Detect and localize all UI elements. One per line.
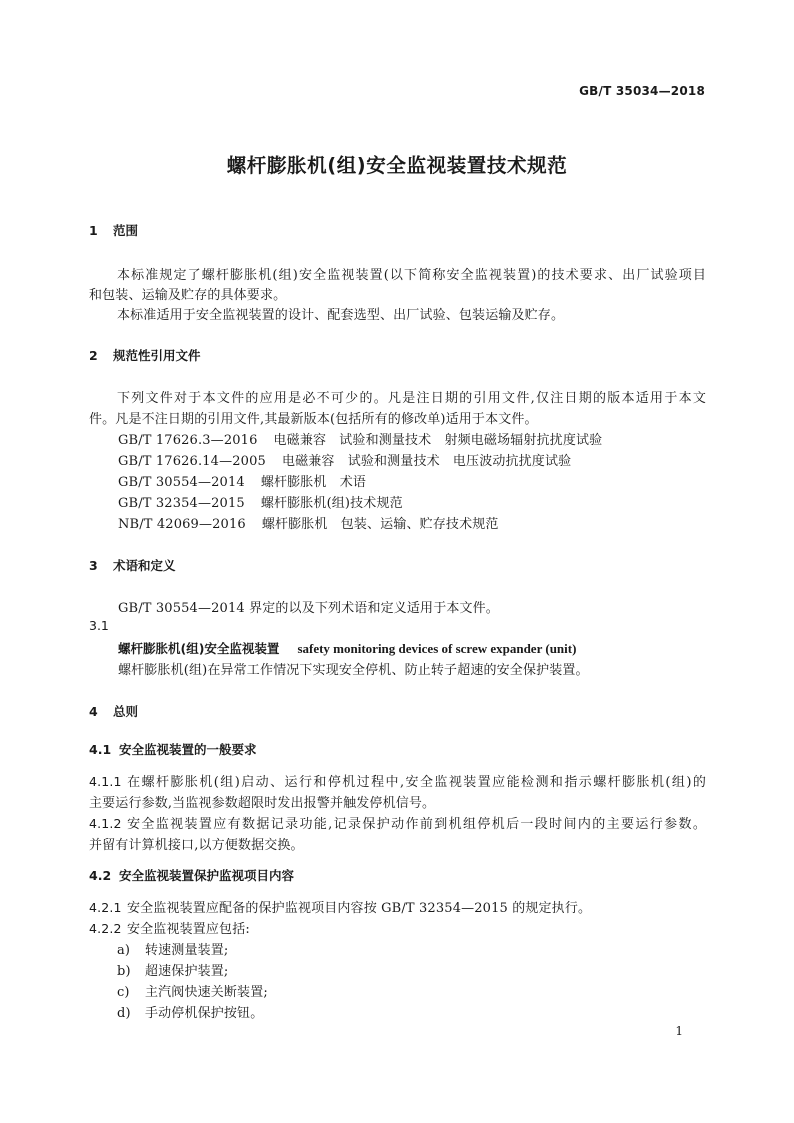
reference-title: 电磁兼容 试验和测量技术 射频电磁场辐射抗扰度试验 — [273, 433, 603, 448]
reference-item — [118, 429, 602, 448]
reference-code: GB/T 17626.3—2016 — [118, 433, 258, 448]
page-number: 1 — [675, 1024, 683, 1038]
reference-item — [118, 513, 499, 532]
section-title: 总则 — [113, 704, 139, 719]
term-chinese: 螺杆膨胀机(组)安全监视装置 — [118, 641, 280, 656]
clause-number: 4.2.2 — [89, 921, 122, 936]
clause-4-2-2 — [89, 918, 250, 937]
clause-4-1-heading — [89, 740, 257, 758]
section-3-heading — [89, 556, 176, 574]
text-line — [89, 771, 706, 790]
clause-4-1-2-cont: 并留有计算机接口,以方便数据交换。 — [89, 838, 304, 853]
term-english: safety monitoring devices of screw expander (unit) — [297, 641, 577, 656]
clause-number: 4.1.2 — [89, 816, 122, 831]
list-text: 超速保护装置; — [145, 964, 229, 979]
clause-4-2-heading — [89, 866, 294, 884]
term-number: 3.1 — [89, 618, 109, 633]
list-text: 主汽阀快速关断装置; — [145, 985, 268, 1000]
text-line: 下列文件对于本文件的应用是必不可少的。凡是注日期的引用文件,仅注日期的版本适用于本文 — [117, 391, 706, 406]
section-title: 规范性引用文件 — [113, 348, 201, 363]
list-marker: a) — [117, 943, 131, 958]
clause-title: 安全监视装置的一般要求 — [119, 742, 257, 757]
section-title: 术语和定义 — [113, 558, 176, 573]
section-title: 范围 — [113, 223, 139, 238]
reference-code: GB/T 30554—2014 — [118, 475, 245, 490]
reference-item — [118, 471, 366, 490]
section-number: 3 — [89, 558, 98, 573]
clause-4-1-2 — [89, 813, 706, 832]
clause-text: 安全监视装置应包括: — [127, 922, 250, 937]
clause-number: 4.1.1 — [89, 774, 122, 789]
list-item — [117, 1002, 263, 1021]
text-line: 本标准规定了螺杆膨胀机(组)安全监视装置(以下简称安全监视装置)的技术要求、出厂试验项目 — [117, 268, 706, 283]
term-entry — [118, 638, 576, 657]
clause-4-1-1-cont: 主要运行参数,当监视参数超限时发出报警并触发停机信号。 — [89, 796, 436, 811]
reference-title: 螺杆膨胀机 术语 — [260, 475, 367, 490]
section-number: 4 — [89, 704, 98, 719]
section-2-heading — [89, 346, 201, 364]
list-marker: d) — [117, 1006, 131, 1021]
section-4-heading — [89, 702, 138, 720]
list-item — [117, 960, 228, 979]
text-line — [89, 813, 706, 832]
section-number: 1 — [89, 223, 98, 238]
clause-4-1-1 — [89, 771, 706, 790]
s2-paragraph-1 — [89, 387, 706, 406]
section-1-heading — [89, 221, 138, 239]
reference-item — [118, 450, 571, 469]
list-text: 转速测量装置; — [145, 943, 229, 958]
s1-paragraph-1-cont: 和包装、运输及贮存的具体要求。 — [89, 288, 287, 303]
list-marker: c) — [117, 985, 130, 1000]
term-definition: 螺杆膨胀机(组)在异常工作情况下实现安全停机、防止转子超速的安全保护装置。 — [118, 663, 589, 678]
reference-code: NB/T 42069—2016 — [118, 517, 246, 532]
reference-code: GB/T 17626.14—2005 — [118, 454, 266, 469]
reference-item — [118, 492, 403, 511]
s2-paragraph-1-cont: 件。凡是不注日期的引用文件,其最新版本(包括所有的修改单)适用于本文件。 — [89, 412, 538, 427]
list-text: 手动停机保护按钮。 — [145, 1006, 264, 1021]
document-title: 螺杆膨胀机(组)安全监视装置技术规范 — [226, 154, 568, 177]
s3-paragraph-1: GB/T 30554—2014 界定的以及下列术语和定义适用于本文件。 — [118, 601, 499, 616]
reference-title: 螺杆膨胀机(组)技术规范 — [260, 496, 403, 511]
clause-number: 4.1 — [89, 742, 112, 757]
list-item — [117, 981, 268, 1000]
reference-code: GB/T 32354—2015 — [118, 496, 245, 511]
clause-number: 4.2.1 — [89, 900, 122, 915]
section-number: 2 — [89, 348, 98, 363]
reference-title: 电磁兼容 试验和测量技术 电压波动抗扰度试验 — [281, 454, 572, 469]
list-item — [117, 939, 228, 958]
clause-text: 在螺杆膨胀机(组)启动、运行和停机过程中,安全监视装置应能检测和指示螺杆膨胀机(组)的 — [127, 775, 706, 790]
clause-text: 安全监视装置应有数据记录功能,记录保护动作前到机组停机后一段时间内的主要运行参数。 — [127, 817, 706, 832]
clause-number: 4.2 — [89, 868, 112, 883]
reference-title: 螺杆膨胀机 包装、运输、贮存技术规范 — [261, 517, 499, 532]
document-code: GB/T 35034—2018 — [579, 84, 705, 98]
clause-4-2-1 — [89, 897, 591, 916]
list-marker: b) — [117, 964, 131, 979]
clause-title: 安全监视装置保护监视项目内容 — [119, 868, 295, 883]
s1-paragraph-2: 本标准适用于安全监视装置的设计、配套选型、出厂试验、包装运输及贮存。 — [117, 308, 565, 323]
clause-text: 安全监视装置应配备的保护监视项目内容按 GB/T 32354—2015 的规定执行。 — [127, 901, 592, 916]
s1-paragraph-1 — [89, 264, 706, 283]
